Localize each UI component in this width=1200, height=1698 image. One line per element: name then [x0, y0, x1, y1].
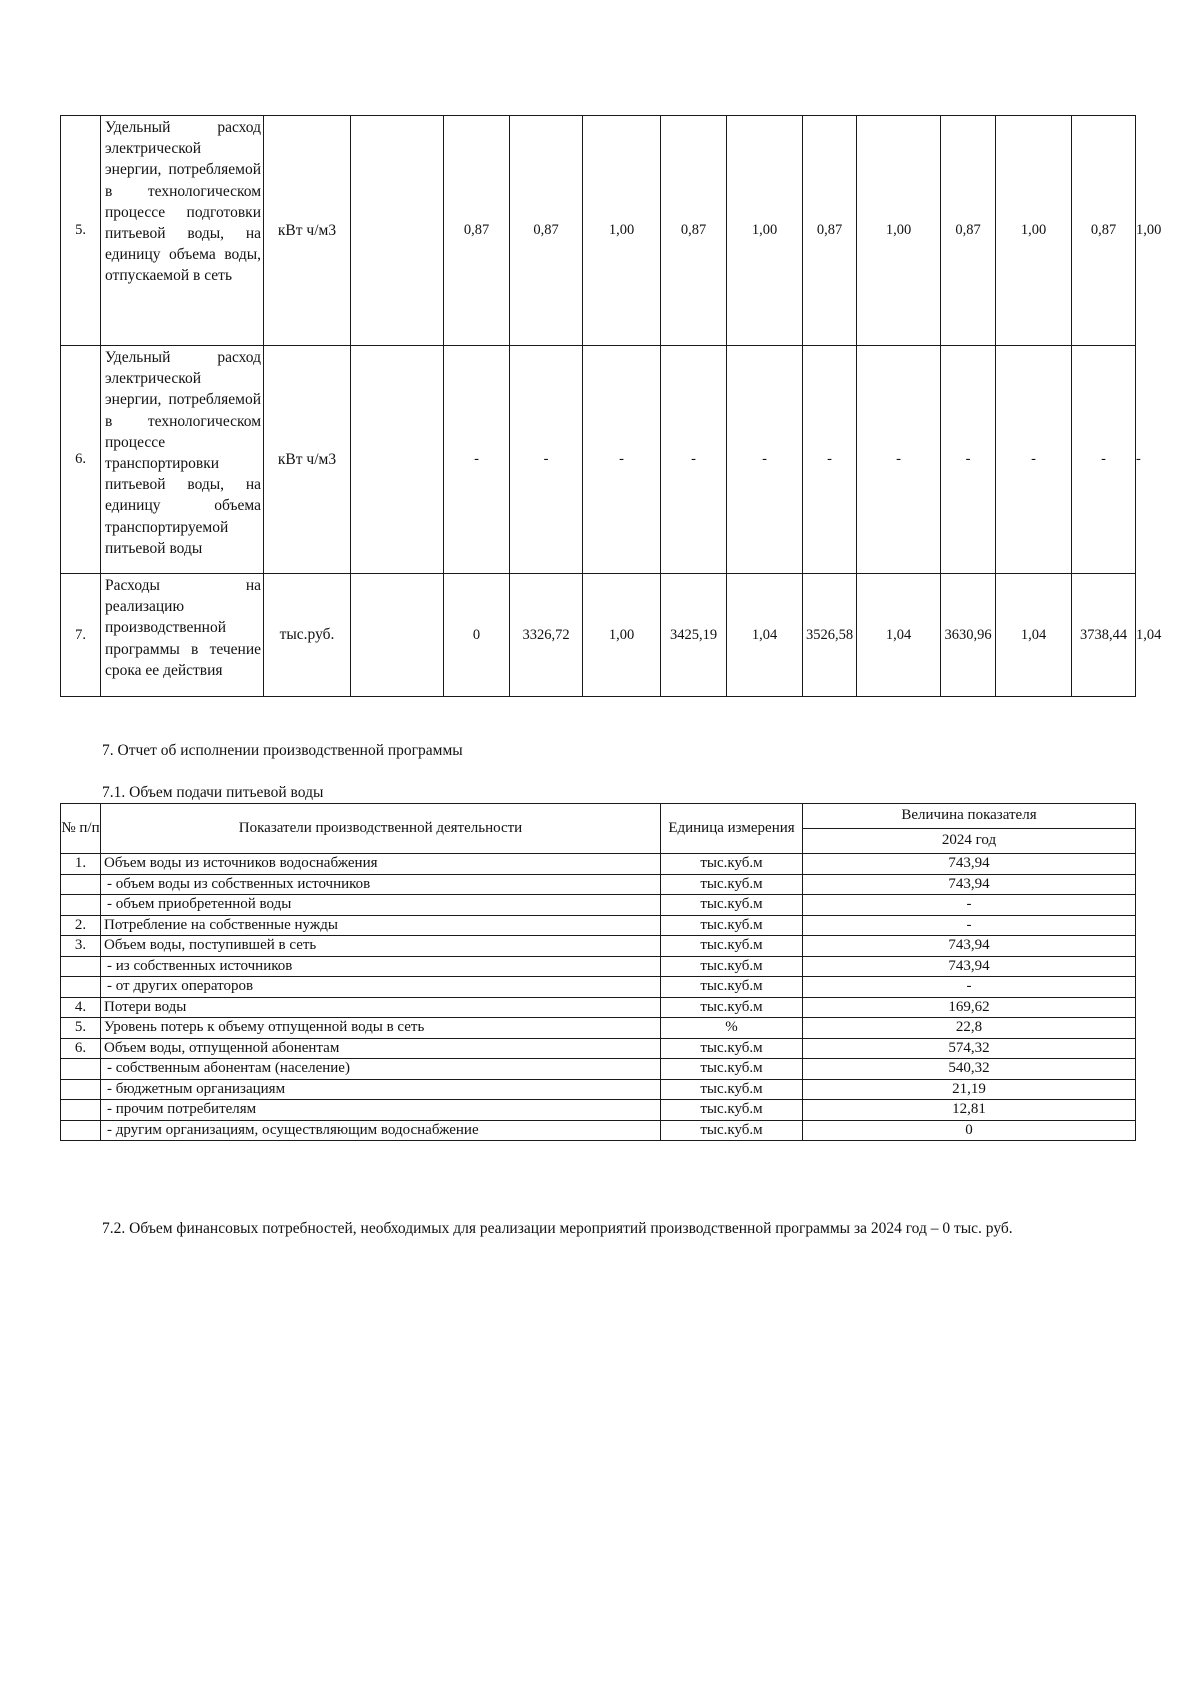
row-num	[61, 1059, 101, 1080]
section-title: 7. Отчет об исполнении производственной программы	[102, 742, 463, 759]
description-line: электрической	[105, 140, 202, 158]
row-value: 0,87	[510, 116, 583, 346]
row-unit: тыс.куб.м	[661, 895, 803, 916]
description-line: производственной	[105, 619, 227, 637]
description-line: процессе подготовки	[105, 203, 261, 221]
section-subtitle: 7.1. Объем подачи питьевой воды	[102, 784, 324, 801]
row-value: 1,04	[857, 574, 941, 697]
row-value: -	[727, 346, 803, 574]
row-value: 3526,58	[803, 574, 857, 697]
row-indicator: - от других операторов	[101, 977, 661, 998]
table-row	[61, 895, 1136, 916]
description-line: Удельный расход	[105, 119, 261, 136]
row-unit: тыс.куб.м	[661, 1079, 803, 1100]
row-unit: %	[661, 1018, 803, 1039]
row-value: 3326,72	[510, 574, 583, 697]
table-row	[61, 874, 1136, 895]
indicators-table	[60, 115, 1162, 697]
row-unit: кВт ч/м3	[264, 346, 351, 574]
row-indicator: - собственным абонентам (население)	[101, 1059, 661, 1080]
description-line: срока ее действия	[105, 661, 223, 679]
row-unit: тыс.куб.м	[661, 1038, 803, 1059]
description-line: технологическом	[147, 182, 261, 200]
row-num	[61, 895, 101, 916]
row-indicator: Потребление на собственные нужды	[101, 915, 661, 936]
row-value: -	[510, 346, 583, 574]
row-indicator: - другим организациям, осуществляющим водоснабжение	[101, 1120, 661, 1141]
row-value: -	[583, 346, 661, 574]
table-row	[61, 1018, 1136, 1039]
row-value: 1,00	[583, 116, 661, 346]
description-line: транспортировки	[105, 455, 220, 473]
row-num	[61, 1120, 101, 1141]
row-unit: тыс.куб.м	[661, 874, 803, 895]
row-unit: тыс.куб.м	[661, 1120, 803, 1141]
table-row	[61, 915, 1136, 936]
row-value: -	[803, 895, 1136, 916]
row-description	[101, 116, 264, 346]
row-spacer	[351, 346, 444, 574]
row-value: 1,00	[727, 116, 803, 346]
table-row	[61, 977, 1136, 998]
description-line: энергии,	[105, 391, 162, 409]
table-row	[61, 1100, 1136, 1121]
row-num: 5.	[61, 1018, 101, 1039]
table-row	[61, 956, 1136, 977]
row-value: -	[661, 346, 727, 574]
row-value: -	[803, 915, 1136, 936]
description-line: потребляемой в	[105, 391, 261, 430]
row-unit: тыс.куб.м	[661, 956, 803, 977]
row-value: 1,00	[996, 116, 1072, 346]
header-value: Величина показателя	[803, 804, 1136, 829]
row-unit: тыс.куб.м	[661, 936, 803, 957]
row-value: 3630,96	[941, 574, 996, 697]
row-value: 0,87	[661, 116, 727, 346]
row-indicator: - из собственных источников	[101, 956, 661, 977]
row-num: 7.	[61, 574, 101, 697]
row-indicator: - объем приобретенной воды	[101, 895, 661, 916]
row-value: 12,81	[803, 1100, 1136, 1121]
description-line: питьевой воды, на	[105, 225, 261, 243]
indicator-row: 5. Удельный расход электрической энергии, потребляемой в технологическом процессе подготовки питьевой воды, на единицу объема воды, отпускаемой в сеть кВт ч/м3 0,87 0,87 1,00 0,87 1,00 0,87 1,00 0,87 1,00 0,87 1,00	[61, 116, 1136, 346]
row-value: 0,87	[803, 116, 857, 346]
row-value: 574,32	[803, 1038, 1136, 1059]
description-line: электрической	[105, 370, 202, 388]
table-row	[61, 997, 1136, 1018]
row-value: 1,04	[996, 574, 1072, 697]
row-num: 6.	[61, 346, 101, 574]
description-line: транспортируемой	[105, 518, 229, 536]
row-num	[61, 1100, 101, 1121]
row-value: -	[941, 346, 996, 574]
row-value: 1,00	[857, 116, 941, 346]
row-num: 4.	[61, 997, 101, 1018]
row-num	[61, 1079, 101, 1100]
row-indicator: Потери воды	[101, 997, 661, 1018]
description-line: единицу объема	[105, 497, 261, 515]
description-line: единицу объема	[105, 246, 216, 264]
table-row	[61, 1120, 1136, 1141]
row-num: 1.	[61, 854, 101, 875]
row-indicator: Уровень потерь к объему отпущенной воды в сеть	[101, 1018, 661, 1039]
description-line: программы в течение	[105, 640, 261, 658]
row-unit: тыс.руб.	[264, 574, 351, 697]
row-unit: тыс.куб.м	[661, 977, 803, 998]
row-description	[101, 574, 264, 697]
row-unit: тыс.куб.м	[661, 854, 803, 875]
row-indicator: - бюджетным организациям	[101, 1079, 661, 1100]
row-value: 1,04	[727, 574, 803, 697]
table-row	[61, 1038, 1136, 1059]
row-value: 540,32	[803, 1059, 1136, 1080]
description-line: процессе	[105, 433, 166, 451]
row-unit: тыс.куб.м	[661, 1059, 803, 1080]
row-unit: тыс.куб.м	[661, 1100, 803, 1121]
row-unit: тыс.куб.м	[661, 997, 803, 1018]
row-num: 6.	[61, 1038, 101, 1059]
row-value: -	[444, 346, 510, 574]
financial-note: 7.2. Объем финансовых потребностей, необходимых для реализации мероприятий производственной программы за 2024 год – 0 тыс. руб.	[102, 1220, 1013, 1237]
row-num: 5.	[61, 116, 101, 346]
description-line: энергии,	[105, 161, 162, 179]
row-value: 743,94	[803, 874, 1136, 895]
row-value: -	[1072, 346, 1136, 574]
row-value: 0	[444, 574, 510, 697]
row-value: -	[996, 346, 1072, 574]
header-unit: Единица измерения	[661, 804, 803, 854]
row-value: 21,19	[803, 1079, 1136, 1100]
row-num	[61, 956, 101, 977]
water-supply-table	[60, 803, 1136, 1141]
row-value: 22,8	[803, 1018, 1136, 1039]
row-indicator: Объем воды, отпущенной абонентам	[101, 1038, 661, 1059]
row-value: 1,00	[583, 574, 661, 697]
description-line: воды, отпускаемой в	[105, 246, 262, 285]
description-line: Расходы на	[105, 577, 261, 594]
header-year: 2024 год	[803, 829, 1136, 854]
row-value: -	[803, 977, 1136, 998]
row-value: 743,94	[803, 854, 1136, 875]
description-line: питьевой воды	[105, 539, 203, 557]
row-unit: тыс.куб.м	[661, 915, 803, 936]
row-value: 0,87	[941, 116, 996, 346]
row-value: 169,62	[803, 997, 1136, 1018]
row-indicator: - прочим потребителям	[101, 1100, 661, 1121]
row-value: 743,94	[803, 936, 1136, 957]
row-spacer	[351, 574, 444, 697]
table-row	[61, 1079, 1136, 1100]
row-unit: кВт ч/м3	[264, 116, 351, 346]
description-line: потребляемой в	[105, 161, 261, 200]
row-value: 0	[803, 1120, 1136, 1141]
row-value: -	[803, 346, 857, 574]
table-row	[61, 854, 1136, 875]
row-num	[61, 874, 101, 895]
row-indicator: Объем воды, поступившей в сеть	[101, 936, 661, 957]
row-num: 2.	[61, 915, 101, 936]
indicator-row: 7. Расходы на реализацию производственной программы в течение срока ее действия тыс.руб. 0 3326,72 1,00 3425,19 1,04 3526,58 1,04 3630,96 1,04 3738,44 1,04	[61, 574, 1136, 697]
table-row	[61, 1059, 1136, 1080]
row-indicator: - объем воды из собственных источников	[101, 874, 661, 895]
row-value: 0,87	[1072, 116, 1136, 346]
description-line: Удельный расход	[105, 349, 261, 366]
row-value: 3738,44	[1072, 574, 1136, 697]
header-indicator: Показатели производственной деятельности	[101, 804, 661, 854]
row-indicator: Объем воды из источников водоснабжения	[101, 854, 661, 875]
row-description	[101, 346, 264, 574]
indicator-row: 6. Удельный расход электрической энергии, потребляемой в технологическом процессе транспортировки питьевой воды, на единицу объема транспортируемой питьевой воды кВт ч/м3 - - - - - - - - - - -	[61, 346, 1136, 574]
description-line: технологическом	[147, 412, 261, 430]
row-value: 743,94	[803, 956, 1136, 977]
row-value: -	[857, 346, 941, 574]
description-line: реализацию	[105, 598, 185, 616]
row-value: 0,87	[444, 116, 510, 346]
table-row	[61, 936, 1136, 957]
row-value: 3425,19	[661, 574, 727, 697]
row-num: 3.	[61, 936, 101, 957]
row-num	[61, 977, 101, 998]
description-line: сеть	[204, 267, 233, 285]
description-line: питьевой воды, на	[105, 476, 261, 494]
row-spacer	[351, 116, 444, 346]
header-num: № п/п	[61, 804, 101, 854]
